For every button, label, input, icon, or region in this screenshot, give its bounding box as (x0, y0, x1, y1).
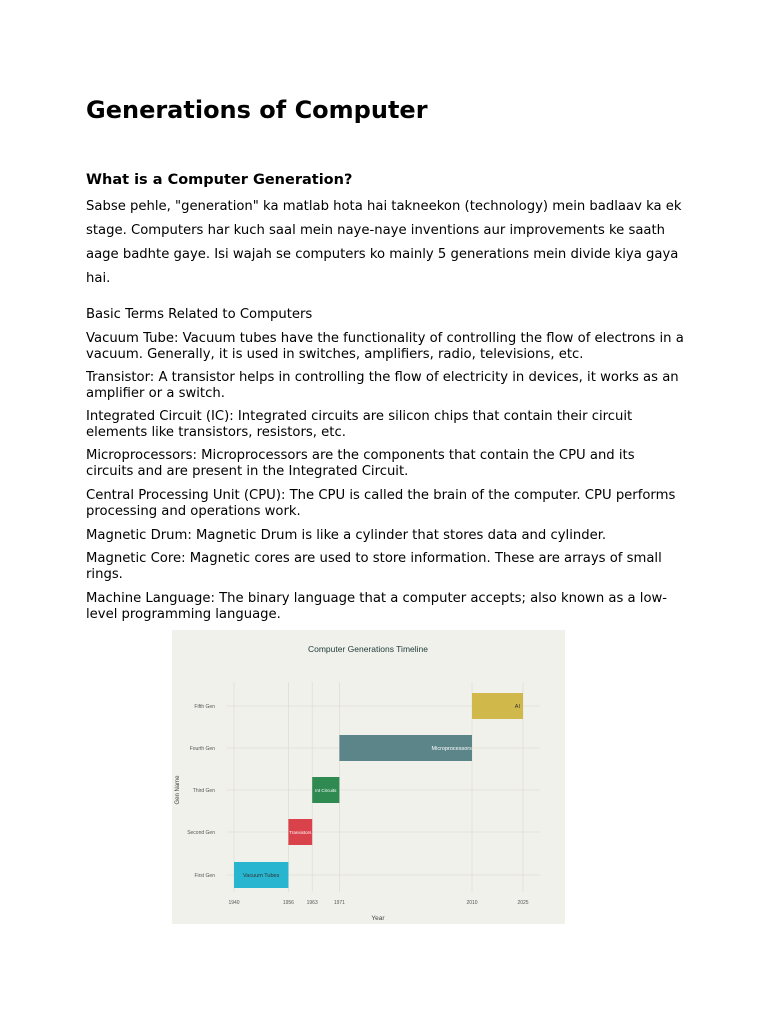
terms-heading: Basic Terms Related to Computers (86, 307, 313, 322)
bar-label: Microprocessors (431, 746, 472, 752)
section-heading: What is a Computer Generation? (86, 172, 353, 188)
bar-label: AI (514, 704, 520, 710)
chart-bars (234, 693, 523, 888)
y-tick-label: Fifth Gen (194, 704, 215, 710)
term-magnetic-core: Magnetic Core: Magnetic cores are used to store information. These are arrays of small rings. (86, 551, 662, 582)
chart-title: Computer Generations Timeline (307, 644, 429, 654)
term-integrated-circuit: Integrated Circuit (IC): Integrated circuits are silicon chips that contain their circuit elements like transistors, resistors, etc. (86, 409, 633, 440)
page-title: Generations of Computer (86, 96, 428, 124)
x-axis-ticks (228, 900, 528, 906)
x-tick-label: 1940 (228, 900, 240, 906)
term-machine-language: Machine Language: The binary language that a computer accepts; also known as a low-level programming language. (86, 591, 668, 622)
bar-label: Int Circuits (315, 788, 337, 793)
y-axis-ticks (187, 704, 215, 879)
intro-paragraph: Sabse pehle, "generation" ka matlab hota hai takneekon (technology) mein badlaav ka ek stage. Computers har kuch saal mein naye-naye inventions aur improvements ke saath aage badhte gaye. Isi wajah se computers ko mainly 5 generations mein divide kiya gaya hai. (86, 199, 682, 286)
y-tick-label: First Gen (194, 873, 215, 879)
bar-label: Transistors (289, 830, 312, 835)
term-transistor: Transistor: A transistor helps in controlling the flow of electricity in devices, it works as an amplifier or a switch. (86, 370, 679, 401)
y-tick-label: Second Gen (187, 830, 215, 836)
x-tick-label: 2025 (517, 900, 529, 906)
x-tick-label: 1971 (333, 900, 345, 906)
y-tick-label: Third Gen (192, 788, 215, 794)
term-magnetic-drum: Magnetic Drum: Magnetic Drum is like a cylinder that stores data and cylinder. (86, 528, 607, 543)
term-vacuum-tube: Vacuum Tube: Vacuum tubes have the functionality of controlling the flow of electrons in a vacuum. Generally, it is used in switches, amplifiers, radio, televisions, etc. (86, 331, 684, 362)
y-axis-label: Gen Name (175, 775, 181, 805)
term-cpu: Central Processing Unit (CPU): The CPU is called the brain of the computer. CPU performs processing and operations work. (86, 488, 676, 519)
term-microprocessors: Microprocessors: Microprocessors are the components that contain the CPU and its circuits and are present in the Integrated Circuit. (86, 448, 635, 479)
timeline-chart (172, 630, 565, 924)
x-tick-label: 1956 (282, 900, 294, 906)
y-tick-label: Fourth Gen (189, 746, 215, 752)
timeline-chart-svg (172, 630, 565, 924)
x-tick-label: 2010 (466, 900, 478, 906)
x-tick-label: 1963 (306, 900, 318, 906)
x-axis-label: Year (371, 915, 385, 922)
bar-label: Vacuum Tubes (243, 873, 280, 879)
